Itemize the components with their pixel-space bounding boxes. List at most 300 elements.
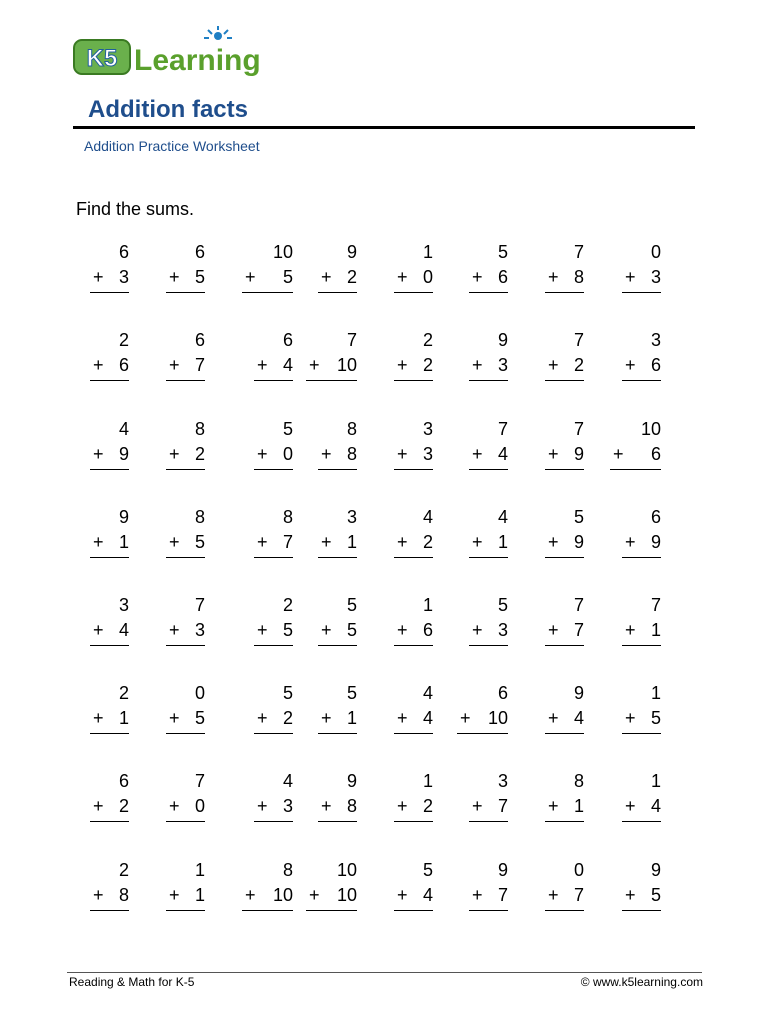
addend-bottom-row xyxy=(472,618,508,642)
addend-bottom: 6 xyxy=(650,444,661,464)
addend-top: 5 xyxy=(282,683,293,703)
answer-line xyxy=(457,733,508,734)
answer-line xyxy=(469,910,508,911)
addend-bottom-row xyxy=(169,706,205,730)
addend-top: 5 xyxy=(346,683,357,703)
plus-sign: + xyxy=(625,532,636,552)
addend-top: 9 xyxy=(650,860,661,880)
addend-bottom-row xyxy=(472,530,508,554)
answer-line xyxy=(545,910,584,911)
plus-sign: + xyxy=(257,444,268,464)
addition-problem xyxy=(548,769,584,839)
answer-line xyxy=(622,733,661,734)
addend-top: 9 xyxy=(573,683,584,703)
answer-line xyxy=(622,821,661,822)
worksheet-subtitle: Addition Practice Worksheet xyxy=(84,138,260,154)
plus-sign: + xyxy=(625,267,636,287)
addition-problem xyxy=(257,328,293,398)
plus-sign: + xyxy=(169,620,180,640)
answer-line xyxy=(469,821,508,822)
addend-bottom-row xyxy=(257,442,293,466)
addend-bottom: 2 xyxy=(422,796,433,816)
addend-top: 1 xyxy=(422,242,433,262)
plus-sign: + xyxy=(472,267,483,287)
addition-problem xyxy=(93,858,129,928)
addend-top: 2 xyxy=(118,330,129,350)
plus-sign: + xyxy=(309,885,320,905)
addition-problem xyxy=(625,593,661,663)
addition-problem xyxy=(93,593,129,663)
addend-bottom: 6 xyxy=(497,267,508,287)
plus-sign: + xyxy=(625,708,636,728)
addend-bottom: 7 xyxy=(573,885,584,905)
answer-line xyxy=(166,557,205,558)
addend-bottom: 7 xyxy=(282,532,293,552)
answer-line xyxy=(394,910,433,911)
addition-problem xyxy=(397,417,433,487)
addend-top: 5 xyxy=(346,595,357,615)
addition-problem xyxy=(169,769,205,839)
addend-top: 1 xyxy=(422,595,433,615)
addend-bottom-row xyxy=(169,442,205,466)
addend-top: 3 xyxy=(422,419,433,439)
addend-bottom: 2 xyxy=(282,708,293,728)
addition-problem xyxy=(169,858,205,928)
addend-bottom: 7 xyxy=(573,620,584,640)
answer-line xyxy=(622,292,661,293)
addend-top: 4 xyxy=(118,419,129,439)
addition-problem xyxy=(93,328,129,398)
addend-bottom: 4 xyxy=(497,444,508,464)
addend-top: 4 xyxy=(422,507,433,527)
plus-sign: + xyxy=(321,532,332,552)
answer-line xyxy=(394,645,433,646)
answer-line xyxy=(318,469,357,470)
addend-bottom-row xyxy=(93,353,129,377)
answer-line xyxy=(242,910,293,911)
addend-bottom: 3 xyxy=(194,620,205,640)
addition-problem xyxy=(169,328,205,398)
addition-problem xyxy=(625,240,661,310)
plus-sign: + xyxy=(257,532,268,552)
addend-bottom-row xyxy=(548,883,584,907)
addend-bottom-row xyxy=(548,353,584,377)
addend-bottom: 5 xyxy=(650,885,661,905)
addition-problem xyxy=(93,505,129,575)
addition-problem xyxy=(625,505,661,575)
addition-problem xyxy=(548,858,584,928)
plus-sign: + xyxy=(169,796,180,816)
addend-top: 7 xyxy=(573,242,584,262)
addend-bottom-row xyxy=(257,618,293,642)
plus-sign: + xyxy=(397,708,408,728)
addend-bottom: 4 xyxy=(650,796,661,816)
answer-line xyxy=(254,469,293,470)
addend-top: 6 xyxy=(497,683,508,703)
addend-bottom-row xyxy=(93,442,129,466)
addend-bottom-row xyxy=(257,353,293,377)
addition-problem xyxy=(397,240,433,310)
plus-sign: + xyxy=(321,267,332,287)
addition-problem xyxy=(548,417,584,487)
addend-bottom: 4 xyxy=(118,620,129,640)
addend-top: 6 xyxy=(194,242,205,262)
plus-sign: + xyxy=(548,267,559,287)
addend-top: 5 xyxy=(573,507,584,527)
addend-top: 9 xyxy=(497,330,508,350)
addend-bottom-row xyxy=(548,618,584,642)
plus-sign: + xyxy=(257,708,268,728)
answer-line xyxy=(166,733,205,734)
addition-problem xyxy=(397,681,433,751)
addend-bottom-row xyxy=(321,442,357,466)
plus-sign: + xyxy=(472,885,483,905)
addend-bottom: 2 xyxy=(118,796,129,816)
answer-line xyxy=(545,469,584,470)
addend-bottom: 9 xyxy=(573,444,584,464)
plus-sign: + xyxy=(548,444,559,464)
plus-sign: + xyxy=(625,885,636,905)
addend-bottom-row xyxy=(93,265,129,289)
plus-sign: + xyxy=(169,267,180,287)
addend-bottom: 1 xyxy=(573,796,584,816)
plus-sign: + xyxy=(169,444,180,464)
addend-top: 7 xyxy=(650,595,661,615)
addend-top: 5 xyxy=(497,595,508,615)
plus-sign: + xyxy=(397,267,408,287)
addend-bottom: 10 xyxy=(272,885,293,905)
addition-problem xyxy=(257,417,293,487)
answer-line xyxy=(306,910,357,911)
addend-bottom-row xyxy=(625,265,661,289)
answer-line xyxy=(90,733,129,734)
addend-top: 0 xyxy=(650,242,661,262)
addend-bottom: 8 xyxy=(346,444,357,464)
answer-line xyxy=(545,380,584,381)
plus-sign: + xyxy=(548,885,559,905)
addend-bottom-row xyxy=(625,794,661,818)
answer-line xyxy=(318,292,357,293)
instructions: Find the sums. xyxy=(76,199,195,219)
answer-line xyxy=(469,380,508,381)
addend-bottom-row xyxy=(625,883,661,907)
addend-top: 9 xyxy=(346,242,357,262)
addend-bottom: 1 xyxy=(346,532,357,552)
addition-problem xyxy=(257,593,293,663)
addend-bottom: 3 xyxy=(118,267,129,287)
addend-top: 9 xyxy=(346,771,357,791)
answer-line xyxy=(469,645,508,646)
addition-problem xyxy=(397,505,433,575)
plus-sign: + xyxy=(321,620,332,640)
addition-problem xyxy=(472,505,508,575)
addition-problem xyxy=(548,505,584,575)
addend-bottom-row xyxy=(548,706,584,730)
answer-line xyxy=(166,645,205,646)
footer-divider xyxy=(67,972,702,973)
addition-problem xyxy=(472,769,508,839)
answer-line xyxy=(394,469,433,470)
plus-sign: + xyxy=(93,267,104,287)
plus-sign: + xyxy=(397,796,408,816)
plus-sign: + xyxy=(257,796,268,816)
addend-bottom-row xyxy=(245,265,293,289)
answer-line xyxy=(166,821,205,822)
plus-sign: + xyxy=(472,532,483,552)
plus-sign: + xyxy=(625,620,636,640)
answer-line xyxy=(545,557,584,558)
answer-line xyxy=(166,469,205,470)
addend-bottom: 3 xyxy=(282,796,293,816)
plus-sign: + xyxy=(169,532,180,552)
addend-bottom-row xyxy=(613,442,661,466)
plus-sign: + xyxy=(397,620,408,640)
addend-bottom: 3 xyxy=(497,355,508,375)
plus-sign: + xyxy=(625,796,636,816)
addition-problem xyxy=(397,858,433,928)
plus-sign: + xyxy=(472,620,483,640)
addend-bottom: 6 xyxy=(422,620,433,640)
addition-problem xyxy=(321,505,357,575)
addend-top: 5 xyxy=(497,242,508,262)
addition-problem xyxy=(321,417,357,487)
addend-bottom: 4 xyxy=(573,708,584,728)
plus-sign: + xyxy=(613,444,624,464)
addend-bottom-row xyxy=(472,353,508,377)
addend-bottom: 0 xyxy=(194,796,205,816)
answer-line xyxy=(254,821,293,822)
addend-bottom-row xyxy=(548,265,584,289)
addend-top: 4 xyxy=(282,771,293,791)
addition-problem xyxy=(93,769,129,839)
answer-line xyxy=(166,910,205,911)
addend-top: 6 xyxy=(118,771,129,791)
answer-line xyxy=(610,469,661,470)
footer-right-text: © www.k5learning.com xyxy=(580,975,703,989)
addend-bottom: 7 xyxy=(194,355,205,375)
addend-top: 4 xyxy=(497,507,508,527)
addition-problem xyxy=(472,417,508,487)
addend-bottom-row xyxy=(169,883,205,907)
plus-sign: + xyxy=(245,267,256,287)
addition-problem xyxy=(245,858,293,928)
addend-bottom: 4 xyxy=(422,708,433,728)
answer-line xyxy=(90,910,129,911)
answer-line xyxy=(90,469,129,470)
addend-bottom-row xyxy=(93,883,129,907)
addend-bottom-row xyxy=(169,265,205,289)
addition-problem xyxy=(548,593,584,663)
addend-bottom: 6 xyxy=(118,355,129,375)
addend-top: 2 xyxy=(118,860,129,880)
answer-line xyxy=(469,292,508,293)
answer-line xyxy=(242,292,293,293)
addend-top: 3 xyxy=(497,771,508,791)
addend-bottom: 3 xyxy=(497,620,508,640)
addend-bottom-row xyxy=(397,265,433,289)
answer-line xyxy=(166,292,205,293)
addend-bottom-row xyxy=(460,706,508,730)
answer-line xyxy=(318,557,357,558)
addend-bottom: 7 xyxy=(497,885,508,905)
addend-bottom: 5 xyxy=(282,267,293,287)
addition-problem xyxy=(397,769,433,839)
addend-top: 6 xyxy=(118,242,129,262)
answer-line xyxy=(469,557,508,558)
addend-bottom: 9 xyxy=(118,444,129,464)
addend-bottom-row xyxy=(397,883,433,907)
plus-sign: + xyxy=(548,355,559,375)
plus-sign: + xyxy=(321,444,332,464)
addend-top: 2 xyxy=(282,595,293,615)
addend-top: 3 xyxy=(118,595,129,615)
addend-top: 3 xyxy=(346,507,357,527)
addition-problem xyxy=(257,505,293,575)
addition-problem xyxy=(321,769,357,839)
addition-problem xyxy=(397,593,433,663)
addend-bottom: 8 xyxy=(573,267,584,287)
addend-bottom-row xyxy=(257,706,293,730)
answer-line xyxy=(318,645,357,646)
addend-top: 6 xyxy=(282,330,293,350)
plus-sign: + xyxy=(472,355,483,375)
addend-top: 7 xyxy=(346,330,357,350)
addend-top: 10 xyxy=(336,860,357,880)
addend-top: 10 xyxy=(272,242,293,262)
addend-bottom: 6 xyxy=(650,355,661,375)
addend-bottom: 1 xyxy=(194,885,205,905)
addend-top: 7 xyxy=(573,330,584,350)
addend-bottom: 1 xyxy=(497,532,508,552)
plus-sign: + xyxy=(472,444,483,464)
addend-bottom-row xyxy=(93,794,129,818)
plus-sign: + xyxy=(93,532,104,552)
addend-bottom: 5 xyxy=(282,620,293,640)
plus-sign: + xyxy=(93,885,104,905)
addend-bottom: 2 xyxy=(346,267,357,287)
addition-problem xyxy=(169,417,205,487)
addend-top: 8 xyxy=(194,507,205,527)
addition-problem xyxy=(169,681,205,751)
addend-bottom: 3 xyxy=(422,444,433,464)
addend-bottom-row xyxy=(397,442,433,466)
answer-line xyxy=(545,821,584,822)
addition-problem xyxy=(625,328,661,398)
addend-top: 8 xyxy=(282,860,293,880)
addend-bottom: 0 xyxy=(282,444,293,464)
answer-line xyxy=(394,557,433,558)
addend-bottom-row xyxy=(169,530,205,554)
addend-bottom: 5 xyxy=(194,708,205,728)
answer-line xyxy=(545,292,584,293)
addend-bottom-row xyxy=(93,530,129,554)
addend-top: 6 xyxy=(650,507,661,527)
addend-bottom-row xyxy=(397,530,433,554)
addend-top: 1 xyxy=(650,771,661,791)
addend-bottom: 4 xyxy=(422,885,433,905)
addend-bottom: 10 xyxy=(487,708,508,728)
addend-bottom-row xyxy=(397,618,433,642)
addend-bottom: 4 xyxy=(282,355,293,375)
addend-top: 8 xyxy=(573,771,584,791)
addend-bottom: 1 xyxy=(346,708,357,728)
addend-bottom: 5 xyxy=(194,532,205,552)
plus-sign: + xyxy=(309,355,320,375)
addition-problem xyxy=(321,681,357,751)
plus-sign: + xyxy=(93,620,104,640)
addend-bottom-row xyxy=(472,442,508,466)
addition-problem xyxy=(257,769,293,839)
addend-bottom-row xyxy=(257,530,293,554)
addition-problem xyxy=(169,240,205,310)
addition-problem xyxy=(472,858,508,928)
addend-top: 10 xyxy=(640,419,661,439)
addend-bottom: 1 xyxy=(118,708,129,728)
addition-problem xyxy=(548,328,584,398)
addition-problem xyxy=(321,240,357,310)
addition-problem xyxy=(93,417,129,487)
addition-problem xyxy=(548,681,584,751)
addend-bottom: 2 xyxy=(422,355,433,375)
plus-sign: + xyxy=(169,355,180,375)
addend-bottom-row xyxy=(257,794,293,818)
answer-line xyxy=(254,557,293,558)
addend-top: 9 xyxy=(118,507,129,527)
addition-problem xyxy=(613,417,661,487)
answer-line xyxy=(622,380,661,381)
addend-bottom-row xyxy=(472,794,508,818)
addend-bottom: 2 xyxy=(194,444,205,464)
addend-bottom-row xyxy=(625,618,661,642)
worksheet-title: Addition facts xyxy=(88,96,248,123)
addend-bottom-row xyxy=(169,353,205,377)
addend-top: 7 xyxy=(573,595,584,615)
answer-line xyxy=(394,380,433,381)
addend-bottom-row xyxy=(472,265,508,289)
addend-top: 8 xyxy=(194,419,205,439)
addend-bottom-row xyxy=(93,706,129,730)
addend-bottom-row xyxy=(548,530,584,554)
plus-sign: + xyxy=(548,708,559,728)
addend-top: 9 xyxy=(497,860,508,880)
addend-bottom: 3 xyxy=(650,267,661,287)
addend-bottom-row xyxy=(321,265,357,289)
plus-sign: + xyxy=(257,355,268,375)
addition-problem xyxy=(548,240,584,310)
plus-sign: + xyxy=(548,620,559,640)
addition-problem xyxy=(309,328,357,398)
addition-problem xyxy=(625,681,661,751)
addend-bottom: 2 xyxy=(422,532,433,552)
addend-bottom: 8 xyxy=(346,796,357,816)
addend-bottom-row xyxy=(397,706,433,730)
addend-top: 1 xyxy=(650,683,661,703)
addition-problem xyxy=(257,681,293,751)
answer-line xyxy=(394,733,433,734)
plus-sign: + xyxy=(93,444,104,464)
addend-top: 7 xyxy=(573,419,584,439)
addition-problem xyxy=(625,858,661,928)
addend-bottom-row xyxy=(397,794,433,818)
answer-line xyxy=(318,733,357,734)
addition-problem xyxy=(472,328,508,398)
addition-problem xyxy=(625,769,661,839)
addend-top: 1 xyxy=(422,771,433,791)
addend-bottom-row xyxy=(625,706,661,730)
addend-top: 2 xyxy=(118,683,129,703)
addend-bottom-row xyxy=(321,794,357,818)
addition-problem xyxy=(93,681,129,751)
